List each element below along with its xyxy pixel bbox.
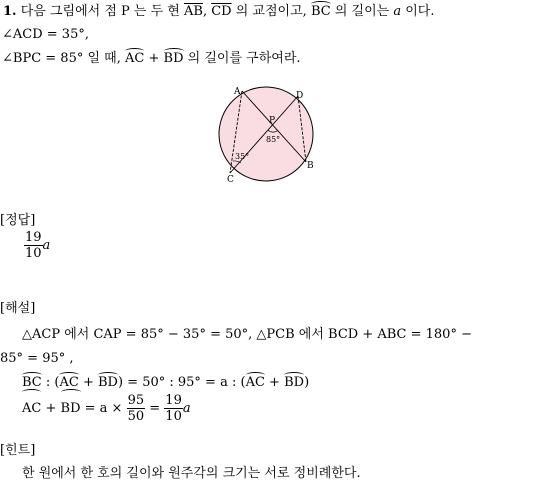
chord-ab: $\overline{AB}$	[183, 4, 203, 19]
label-d: D	[296, 91, 304, 101]
answer-fraction	[24, 230, 43, 261]
arc-bd: BD	[163, 51, 184, 66]
ratio-rest: ) = 50° : 95° = a : (	[117, 375, 246, 390]
solution-heading: [해설]	[0, 301, 36, 316]
ratio-plus: +	[78, 375, 98, 390]
problem-text-4: 이다.	[405, 4, 435, 19]
hint-text: 한 원에서 한 호의 길이와 원주각의 크기는 서로 정비례한다.	[22, 466, 361, 481]
problem-text-3: 의 길이는	[334, 4, 390, 19]
arc-bc: BC	[310, 4, 331, 19]
solution-line-2: 85° = 95° ,	[0, 351, 74, 366]
label-a: A	[234, 87, 241, 97]
comma: ,	[202, 4, 208, 19]
label-p: P	[269, 116, 276, 126]
arc-ac: AC	[125, 51, 145, 66]
result-den-2: 10	[165, 409, 182, 424]
solution-line-1: △ACP 에서 CAP = 85° − 35° = 50°, △PCB 에서 BCD + ABC = 180° −	[22, 327, 472, 342]
answer-value	[24, 230, 50, 261]
result-den-1: 50	[127, 409, 145, 424]
ratio-close: )	[304, 375, 310, 390]
result-arc-bd: BD	[61, 392, 81, 426]
ratio-arc-bc: BC	[22, 375, 42, 390]
problem-line-2: ∠ACD = 35°,	[2, 27, 89, 42]
result-plus: +	[41, 401, 61, 416]
answer-numerator: 19	[25, 230, 42, 245]
ratio-arc-bd-2: BD	[284, 375, 305, 390]
angle-p-label: 85°	[266, 135, 281, 144]
var-a: a	[393, 4, 402, 19]
result-arc-ac: AC	[22, 392, 41, 426]
problem-line-3	[2, 51, 301, 67]
result-fraction-2	[164, 393, 183, 424]
label-c: C	[227, 175, 234, 185]
result-var: a	[182, 401, 191, 416]
result-fraction-1	[127, 393, 146, 424]
problem-text-2: 의 교점이고,	[235, 4, 307, 19]
ratio-arc-ac: AC	[59, 375, 79, 390]
angle-c-label: 35°	[235, 152, 250, 161]
result-eq-2: =	[145, 401, 165, 416]
plus-sign: +	[148, 51, 160, 66]
problem-number: 1.	[3, 4, 17, 19]
result-eq: = a ×	[80, 401, 127, 416]
result-num-1: 95	[127, 393, 145, 408]
solution-result-line	[22, 392, 191, 426]
problem-text-5: ∠BPC = 85° 일 때,	[2, 51, 121, 66]
ratio-arc-bd: BD	[97, 375, 118, 390]
answer-var: a	[42, 238, 51, 253]
problem-text-6: 의 길이를 구하여라.	[187, 51, 301, 66]
answer-heading: [정답]	[0, 213, 36, 228]
circle-figure	[214, 84, 318, 186]
chord-cd: $\overline{CD}$	[211, 4, 232, 19]
ratio-colon: : (	[41, 375, 60, 390]
label-b: B	[307, 161, 314, 171]
ratio-arc-ac-2: AC	[245, 375, 265, 390]
result-num-2: 19	[165, 393, 182, 408]
ratio-plus-2: +	[264, 375, 285, 390]
problem-text-1: 다음 그림에서 점 P 는 두 현	[20, 4, 180, 19]
answer-denominator: 10	[25, 246, 42, 261]
hint-heading: [힌트]	[0, 443, 36, 458]
problem-line-1	[3, 4, 435, 20]
